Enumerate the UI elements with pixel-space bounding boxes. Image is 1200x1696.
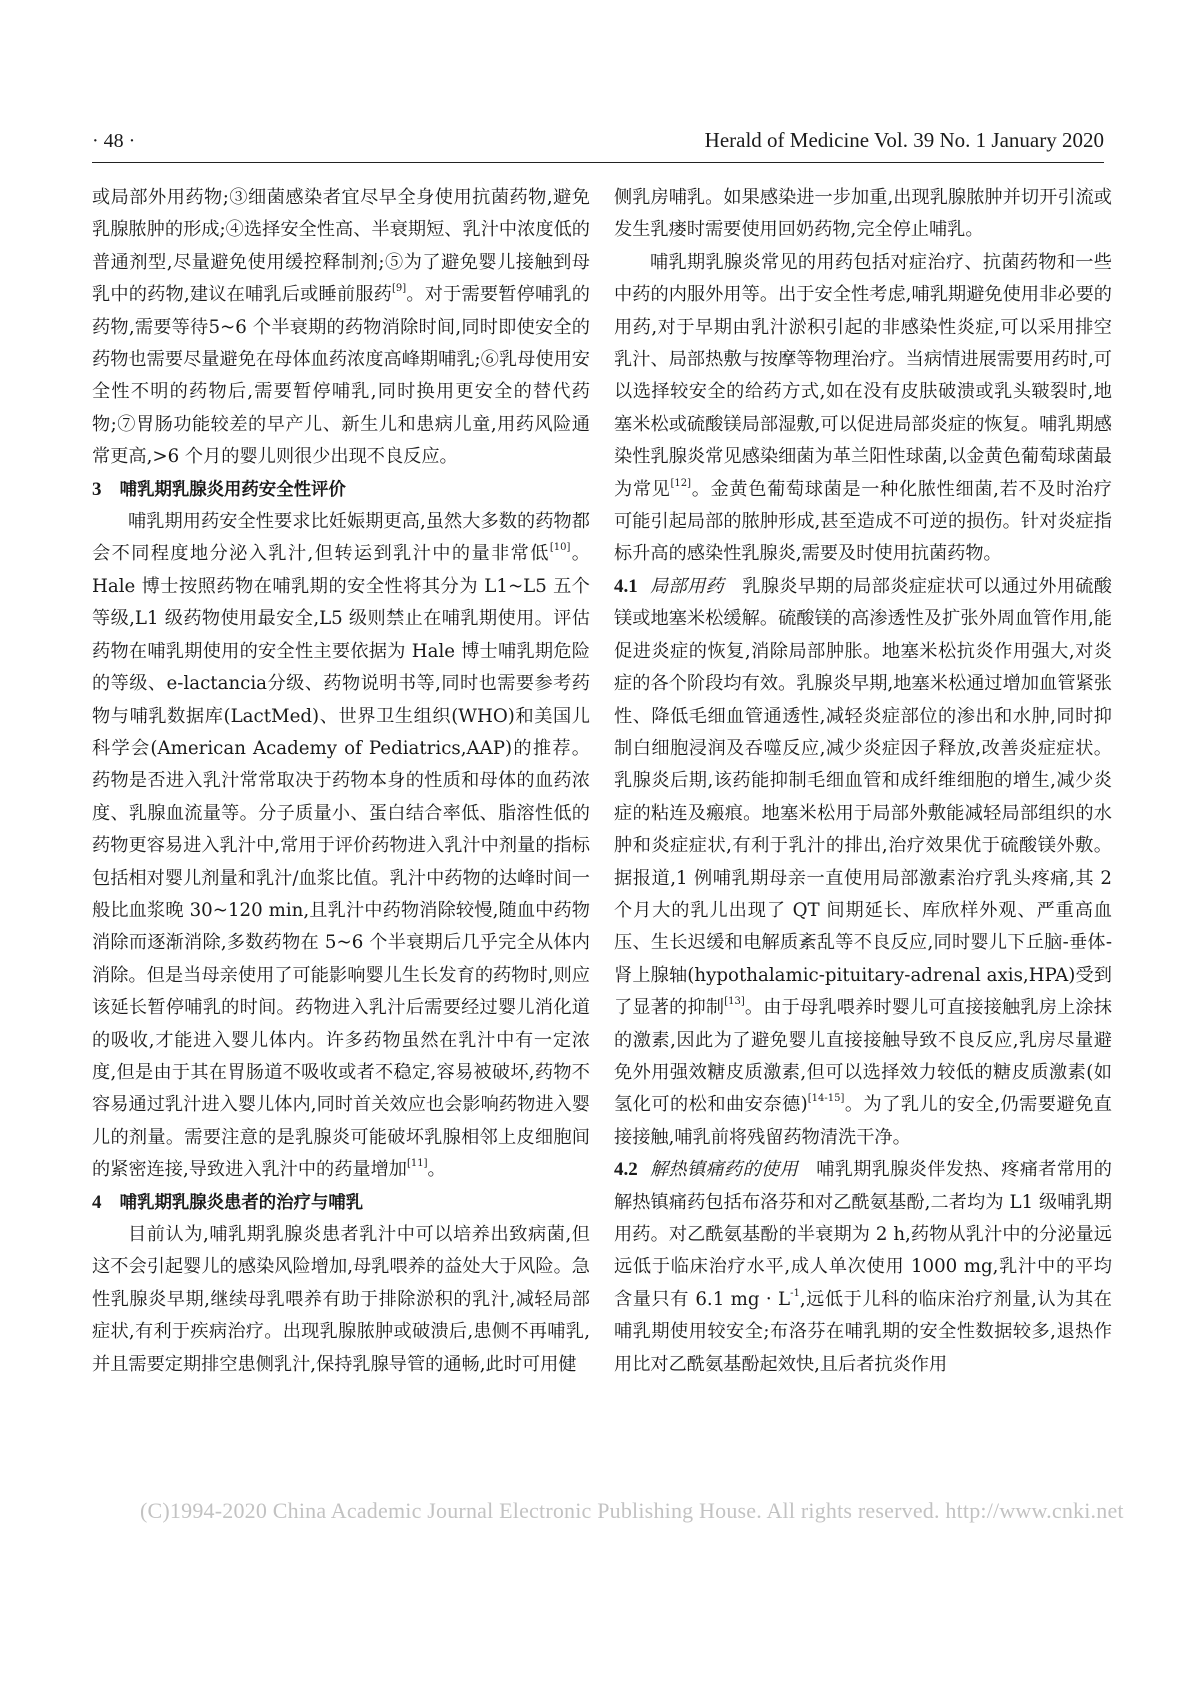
citation: [10] — [549, 542, 571, 554]
header-rule — [92, 162, 1104, 163]
citation: [13] — [724, 996, 745, 1008]
paragraph: 目前认为,哺乳期乳腺炎患者乳汁中可以培养出致病菌,但这不会引起婴儿的感染风险增加,母乳喂养的益处大于风险。急性乳腺炎早期,继续母乳喂养有助于排除淤积的乳汁,减轻局部症状,有利于疾病治疗。出现乳腺脓肿或破溃后,患侧不再哺乳,并且需要定期排空患侧乳汁,保持乳腺导管的通畅,此时可用健 — [92, 1224, 590, 1375]
paragraph: 或局部外用药物;③细菌感染者宜尽早全身使用抗菌药物,避免乳腺脓肿的形成;④选择安全性高、半衰期短、乳汁中浓度低的普通剂型,尽量避免使用缓控释制剂;⑤为了避免婴儿接触到母乳中的药物,建议在哺乳后或睡前服药[9]。对于需要暂停哺乳的药物,需要等待5~6 个半衰期的药物消除时间,同时即使安全的药物也需要尽量避免在母体血药浓度高峰期哺乳;⑥乳母使用安全性不明的药物后,需要暂停哺乳,同时换用更安全的替代药物;⑦胃肠功能较差的早产儿、新生儿和患病儿童,用药风险通常更高,>6 个月的婴儿则很少出现不良反应。 — [92, 187, 590, 468]
copyright-watermark: (C)1994-2020 China Academic Journal Electronic Publishing House. All rights reserved. http://www.cnki.net — [140, 1498, 1124, 1523]
paragraph: 哺乳期用药安全性要求比妊娠期更高,虽然大多数的药物都会不同程度地分泌入乳汁,但转运到乳汁中的量非常低[10]。Hale 博士按照药物在哺乳期的安全性将其分为 L1~L5 五个等级,L1 级药物使用最安全,L5 级则禁止在哺乳期使用。评估药物在哺乳期使用的安全性主要依据为 Hale 博士哺乳期危险的等级、e-lactancia分级、药物说明书等,同时也需要参考药物与哺乳数据库(LactMed)、世界卫生组织(WHO)和美国儿科学会(American Academy of Pediatrics,AAP)的推荐。药物是否进入乳汁常常取决于药物本身的性质和母体的血药浓度、乳腺血流量等。分子质量小、蛋白结合率低、脂溶性低的药物更容易进入乳汁中,常用于评价药物进入乳汁中剂量的指标包括相对婴儿剂量和乳汁/血浆比值。乳汁中药物的达峰时间一般比血浆晚 30~120 min,且乳汁中药物消除较慢,随血中药物消除而逐渐消除,多数药物在 5~6 个半衰期后几乎完全从体内消除。但是当母亲使用了可能影响婴儿生长发育的药物时,则应该延长暂停哺乳的时间。药物进入乳汁后需要经过婴儿消化道的吸收,才能进入婴儿体内。许多药物虽然在乳汁中有一定浓度,但是由于其在胃肠道不吸收或者不稳定,容易被破坏,药物不容易通过乳汁进入婴儿体内,同时首关效应也会影响药物进入婴儿的剂量。需要注意的是乳腺炎可能破坏乳腺相邻上皮细胞间的紧密连接,导致进入乳汁中的药量增加[11]。 — [92, 511, 590, 1181]
left-column — [92, 182, 590, 1381]
citation: [12] — [670, 477, 692, 489]
right-column — [614, 182, 1112, 1381]
page-number: · 48 · — [92, 130, 136, 152]
section-heading: 3 哺乳期乳腺炎用药安全性评价 — [92, 478, 346, 500]
page-header — [92, 128, 1104, 162]
paragraph: 哺乳期乳腺炎常见的用药包括对症治疗、抗菌药物和一些中药的内服外用等。出于安全性考虑,哺乳期避免使用非必要的用药,对于早期由乳汁淤积引起的非感染性炎症,可以采用排空乳汁、局部热敷与按摩等物理治疗。当病情进展需要用药时,可以选择较安全的给药方式,如在没有皮肤破溃或乳头皲裂时,地塞米松或硫酸镁局部湿敷,可以促进局部炎症的恢复。哺乳期感染性乳腺炎常见感染细菌为革兰阳性球菌,以金黄色葡萄球菌最为常见[12]。金黄色葡萄球菌是一种化脓性细菌,若不及时治疗可能引起局部的脓肿形成,甚至造成不可逆的损伤。针对炎症指标升高的感染性乳腺炎,需要及时使用抗菌药物。 — [614, 251, 1112, 565]
paragraph: 侧乳房哺乳。如果感染进一步加重,出现乳腺脓肿并切开引流或发生乳瘘时需要使用回奶药物,完全停止哺乳。 — [614, 187, 1112, 241]
journal-citation: Herald of Medicine Vol. 39 No. 1 January 2020 — [704, 128, 1104, 152]
subsection-title: 局部用药 — [649, 575, 724, 597]
subsection-title: 解热镇痛药的使用 — [649, 1159, 798, 1181]
subsection-4-1: 4.1 局部用药 乳腺炎早期的局部炎症症状可以通过外用硫酸镁或地塞米松缓解。硫酸镁的高渗透性及扩张外周血管作用,能促进炎症的恢复,消除局部肿胀。地塞米松抗炎作用强大,对炎症的各个阶段均有效。乳腺炎早期,地塞米松通过增加血管紧张性、降低毛细血管通透性,减轻炎症部位的渗出和水肿,同时抑制白细胞浸润及吞噬反应,减少炎症因子释放,改善炎症症状。乳腺炎后期,该药能抑制毛细血管和成纤维细胞的增生,减少炎症的粘连及瘢痕。地塞米松用于局部外敷能减轻局部组织的水肿和炎症症状,有利于乳汁的排出,治疗效果优于硫酸镁外敷。据报道,1 例哺乳期母亲一直使用局部激素治疗乳头疼痛,其 2 个月大的乳儿出现了 QT 间期延长、库欣样外观、严重高血压、生长迟缓和电解质紊乱等不良反应,同时婴儿下丘脑-垂体-肾上腺轴(hypothalamic-pituitary-adrenal axis,HPA)受到了显著的抑制[13]。由于母乳喂养时婴儿可直接接触乳房上涂抹的激素,因此为了避免婴儿直接接触导致不良反应,乳房尽量避免外用强效糖皮质激素,但可以选择效力较低的糖皮质激素(如氢化可的松和曲安奈德)[14-15]。为了乳儿的安全,仍需要避免直接接触,哺乳前将残留药物清洗干净。 — [614, 575, 1112, 1148]
citation: [11] — [406, 1158, 428, 1170]
section-heading: 4 哺乳期乳腺炎患者的治疗与哺乳 — [92, 1191, 364, 1213]
subsection-4-2: 4.2 解热镇痛药的使用 哺乳期乳腺炎伴发热、疼痛者常用的解热镇痛药包括布洛芬和对乙酰氨基酚,二者均为 L1 级哺乳期用药。对乙酰氨基酚的半衰期为 2 h,药物从乳汁中的分泌量远远低于临床治疗水平,成人单次使用 1000 mg,乳汁中的平均含量只有 6.1 mg · $L^{-1}$,远低于儿科的临床治疗剂量,认为其在哺乳期使用较安全;布洛芬在哺乳期的安全性数据较多,退热作用比对乙酰氨基酚起效快,且后者抗炎作用 — [614, 1159, 1112, 1375]
citation: [9] — [392, 283, 407, 295]
citation: [14-15] — [807, 1093, 845, 1105]
